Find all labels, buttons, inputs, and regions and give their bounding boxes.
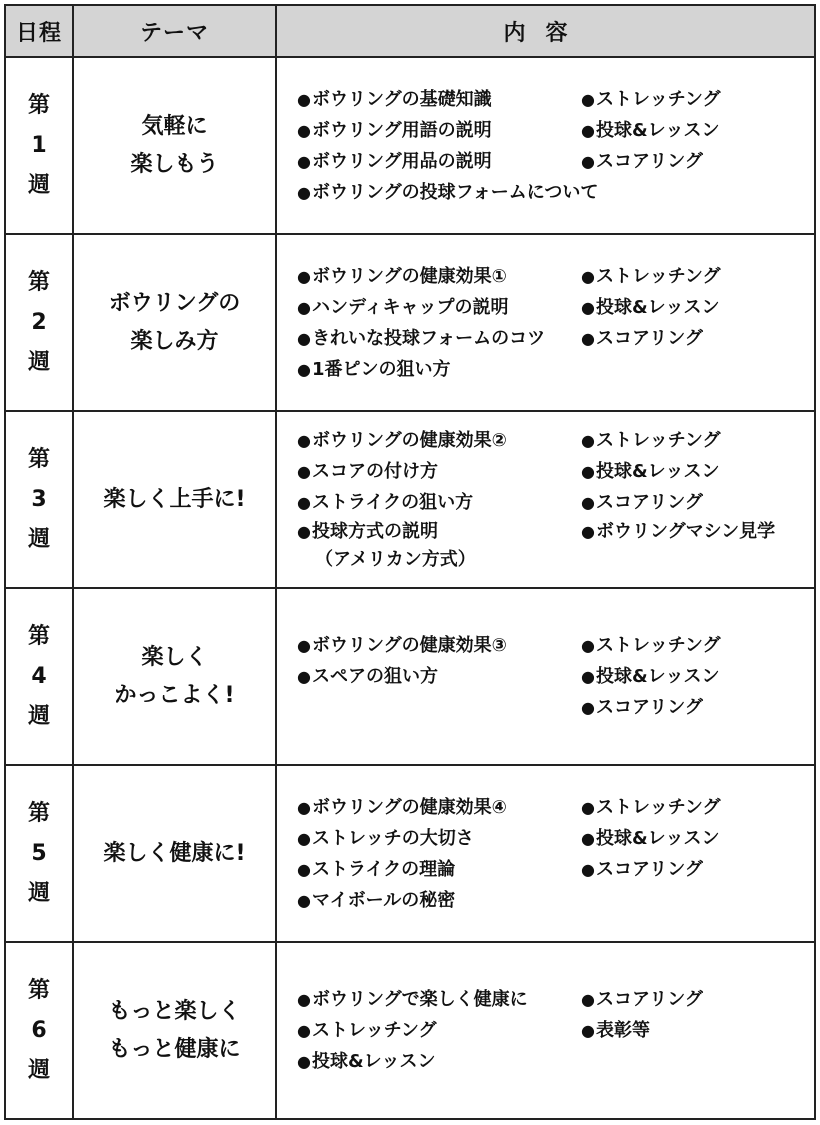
week-label bbox=[5, 588, 73, 765]
content-item: ●スペアの狙い方 bbox=[297, 666, 438, 687]
theme-line: かっこよく! bbox=[114, 682, 235, 708]
content-item: ●ボウリングの健康効果④ bbox=[297, 796, 507, 818]
week-prefix: 第 bbox=[27, 623, 50, 649]
content-item: ●ストレッチング bbox=[581, 796, 721, 818]
content-item: ●投球&レッスン bbox=[581, 461, 720, 482]
content-item: ●投球&レッスン bbox=[297, 1051, 436, 1072]
theme-line: ボウリングの bbox=[108, 290, 241, 316]
week-row-6 bbox=[5, 942, 815, 1119]
week-row-1 bbox=[5, 57, 815, 234]
content-item: ●ストレッチング bbox=[297, 1020, 437, 1041]
content-item: ●スコアリング bbox=[581, 697, 703, 718]
week-number: 4 bbox=[31, 663, 47, 689]
week-suffix: 週 bbox=[27, 1057, 50, 1083]
theme-cell bbox=[73, 765, 276, 942]
schedule-table bbox=[4, 4, 816, 1120]
week-number: 5 bbox=[31, 840, 47, 866]
header-content: 内容 bbox=[276, 5, 815, 57]
week-suffix: 週 bbox=[27, 703, 50, 729]
content-item: ●ボウリングの健康効果② bbox=[297, 430, 507, 451]
content-sub-note: （アメリカン方式） bbox=[315, 549, 476, 570]
content-item: ●ストレッチング bbox=[581, 88, 721, 110]
week-prefix: 第 bbox=[27, 977, 50, 1003]
theme-line: 楽しみ方 bbox=[130, 328, 219, 354]
content-cell bbox=[276, 942, 815, 1119]
theme-cell bbox=[73, 588, 276, 765]
week-suffix: 週 bbox=[27, 349, 50, 375]
week-row-5 bbox=[5, 765, 815, 942]
week-prefix: 第 bbox=[27, 446, 50, 472]
content-item: ●スコアリング bbox=[581, 492, 703, 513]
content-cell bbox=[276, 588, 815, 765]
content-item: ●表彰等 bbox=[581, 1020, 650, 1041]
content-item: ●投球&レッスン bbox=[581, 119, 720, 141]
content-item: ●ストライクの狙い方 bbox=[297, 492, 474, 513]
header-row bbox=[5, 5, 815, 57]
theme-line: もっと健康に bbox=[108, 1036, 241, 1062]
content-item: ●スコアの付け方 bbox=[297, 461, 438, 482]
theme-cell bbox=[73, 57, 276, 234]
header-week: 日程 bbox=[5, 5, 73, 57]
week-row-2 bbox=[5, 234, 815, 411]
week-prefix: 第 bbox=[27, 92, 50, 118]
content-cell bbox=[276, 411, 815, 588]
schedule-table-wrapper bbox=[4, 4, 816, 1120]
theme-line: 気軽に bbox=[141, 113, 208, 139]
content-item: ●投球&レッスン bbox=[581, 827, 720, 849]
content-item: ●スコアリング bbox=[581, 858, 703, 880]
content-cell bbox=[276, 234, 815, 411]
week-number: 6 bbox=[31, 1017, 47, 1043]
content-item: ●スコアリング bbox=[581, 327, 703, 349]
theme-cell bbox=[73, 411, 276, 588]
content-item: ●1番ピンの狙い方 bbox=[297, 358, 451, 380]
header-theme: テーマ bbox=[73, 5, 276, 57]
week-number: 2 bbox=[31, 309, 47, 335]
week-number: 3 bbox=[31, 486, 47, 512]
content-item: ●ボウリングの健康効果③ bbox=[297, 635, 507, 656]
content-item: ●ストレッチング bbox=[581, 635, 721, 656]
week-suffix: 週 bbox=[27, 526, 50, 552]
week-suffix: 週 bbox=[27, 880, 50, 906]
theme-line: 楽しく bbox=[141, 644, 208, 670]
content-item: ●投球方式の説明 （アメリカン方式） bbox=[297, 518, 581, 574]
content-cell bbox=[276, 765, 815, 942]
content-item: ●ボウリングの健康効果① bbox=[297, 265, 507, 287]
week-label bbox=[5, 765, 73, 942]
content-item: ●スコアリング bbox=[581, 989, 703, 1010]
content-item: ●投球&レッスン bbox=[581, 296, 720, 318]
week-suffix: 週 bbox=[27, 172, 50, 198]
content-item-empty bbox=[297, 692, 581, 723]
content-item: ●きれいな投球フォームのコツ bbox=[297, 327, 546, 349]
content-item: ●ボウリングで楽しく健康に bbox=[297, 989, 528, 1010]
theme-cell bbox=[73, 942, 276, 1119]
content-item: ●スコアリング bbox=[581, 150, 703, 172]
theme-cell bbox=[73, 234, 276, 411]
content-item: ●ボウリング用語の説明 bbox=[297, 119, 492, 141]
content-item: ●ボウリングの基礎知識 bbox=[297, 88, 492, 110]
theme-line: 楽しく上手に! bbox=[103, 486, 246, 512]
week-label bbox=[5, 942, 73, 1119]
content-item: ●ボウリングの投球フォームについて bbox=[297, 181, 599, 203]
week-number: 1 bbox=[31, 132, 47, 158]
content-item: ●マイボールの秘密 bbox=[297, 889, 456, 911]
week-row-3 bbox=[5, 411, 815, 588]
week-label bbox=[5, 234, 73, 411]
theme-line: 楽しもう bbox=[130, 151, 219, 177]
content-item: ●ストライクの理論 bbox=[297, 858, 456, 880]
content-item: ●ボウリング用品の説明 bbox=[297, 150, 492, 172]
theme-line: 楽しく健康に! bbox=[103, 840, 246, 866]
week-prefix: 第 bbox=[27, 800, 50, 826]
content-item: ●ハンディキャップの説明 bbox=[297, 296, 509, 318]
content-cell bbox=[276, 57, 815, 234]
content-item: ●投球&レッスン bbox=[581, 666, 720, 687]
content-item: ●ストレッチの大切さ bbox=[297, 827, 474, 849]
week-label bbox=[5, 57, 73, 234]
week-label bbox=[5, 411, 73, 588]
week-prefix: 第 bbox=[27, 269, 50, 295]
theme-line: もっと楽しく bbox=[108, 998, 241, 1024]
content-item: ●ストレッチング bbox=[581, 430, 721, 451]
week-row-4 bbox=[5, 588, 815, 765]
content-item: ●ストレッチング bbox=[581, 265, 721, 287]
content-item: ●ボウリングマシン見学 bbox=[581, 521, 776, 542]
